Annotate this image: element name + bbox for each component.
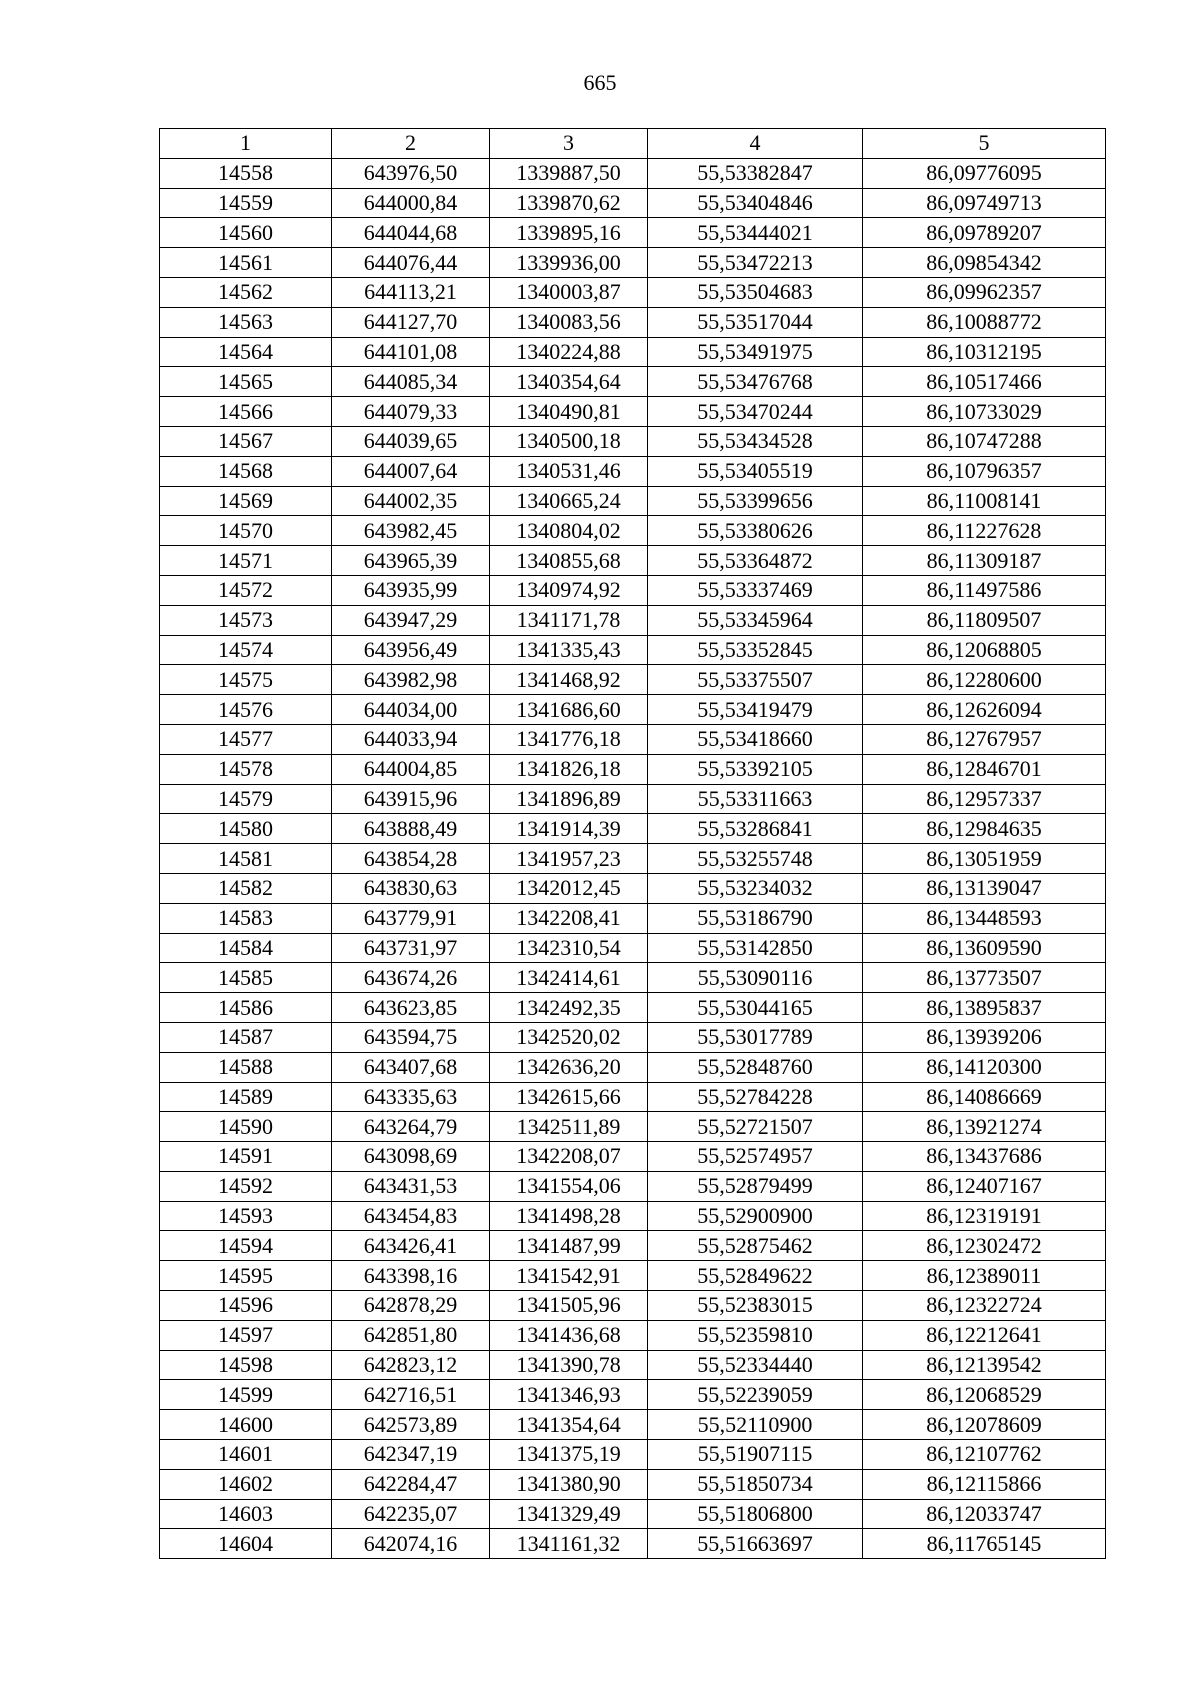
table-row [160, 1171, 1106, 1201]
table-cell: 86,11497586 [863, 575, 1106, 605]
table-row [160, 784, 1106, 814]
table-cell: 55,53517044 [648, 307, 863, 337]
table-cell: 86,12984635 [863, 814, 1106, 844]
table-cell: 643888,49 [332, 814, 490, 844]
table-cell: 86,14120300 [863, 1052, 1106, 1082]
table-cell: 14603 [160, 1499, 332, 1529]
table-cell: 1341686,60 [490, 695, 648, 725]
table-cell: 643731,97 [332, 933, 490, 963]
table-cell: 14571 [160, 546, 332, 576]
table-row [160, 456, 1106, 486]
table-cell: 1341354,64 [490, 1410, 648, 1440]
table-cell: 55,52334440 [648, 1350, 863, 1380]
table-cell: 86,12957337 [863, 784, 1106, 814]
table-cell: 1341896,89 [490, 784, 648, 814]
table-cell: 86,12280600 [863, 665, 1106, 695]
table-cell: 644033,94 [332, 724, 490, 754]
table-cell: 1341487,99 [490, 1231, 648, 1261]
table-cell: 1341776,18 [490, 724, 648, 754]
table-cell: 86,13895837 [863, 993, 1106, 1023]
table-cell: 643454,83 [332, 1201, 490, 1231]
table-cell: 1341826,18 [490, 754, 648, 784]
table-row [160, 337, 1106, 367]
table-cell: 55,53337469 [648, 575, 863, 605]
table-cell: 55,53311663 [648, 784, 863, 814]
table-cell: 14568 [160, 456, 332, 486]
table-cell: 55,52879499 [648, 1171, 863, 1201]
table-row [160, 1469, 1106, 1499]
table-cell: 1342636,20 [490, 1052, 648, 1082]
table-cell: 1342310,54 [490, 933, 648, 963]
table-cell: 55,52383015 [648, 1291, 863, 1321]
table-row [160, 963, 1106, 993]
table-cell: 55,53380626 [648, 516, 863, 546]
table-row [160, 367, 1106, 397]
table-row [160, 605, 1106, 635]
table-row [160, 1201, 1106, 1231]
table-cell: 86,09962357 [863, 277, 1106, 307]
table-cell: 86,10733029 [863, 397, 1106, 427]
table-cell: 14566 [160, 397, 332, 427]
table-cell: 1341171,78 [490, 605, 648, 635]
table-cell: 1342414,61 [490, 963, 648, 993]
table-row [160, 1052, 1106, 1082]
table-cell: 14587 [160, 1022, 332, 1052]
table-cell: 86,13773507 [863, 963, 1106, 993]
table-row [160, 1350, 1106, 1380]
table-cell: 86,12389011 [863, 1261, 1106, 1291]
table-cell: 86,10796357 [863, 456, 1106, 486]
table-cell: 644004,85 [332, 754, 490, 784]
table-cell: 86,10088772 [863, 307, 1106, 337]
table-cell: 86,12767957 [863, 724, 1106, 754]
table-cell: 14593 [160, 1201, 332, 1231]
table-cell: 86,12322724 [863, 1291, 1106, 1321]
table-cell: 1340804,02 [490, 516, 648, 546]
table-cell: 643830,63 [332, 873, 490, 903]
table-cell: 55,52900900 [648, 1201, 863, 1231]
table-cell: 1340224,88 [490, 337, 648, 367]
table-row [160, 426, 1106, 456]
table-cell: 1340500,18 [490, 426, 648, 456]
table-cell: 14577 [160, 724, 332, 754]
table-cell: 86,10312195 [863, 337, 1106, 367]
table-cell: 86,11309187 [863, 546, 1106, 576]
table-cell: 1341498,28 [490, 1201, 648, 1231]
table-cell: 644007,64 [332, 456, 490, 486]
table-cell: 1341375,19 [490, 1440, 648, 1470]
table-cell: 643915,96 [332, 784, 490, 814]
table-cell: 14563 [160, 307, 332, 337]
table-row [160, 903, 1106, 933]
table-cell: 14575 [160, 665, 332, 695]
table-cell: 55,51806800 [648, 1499, 863, 1529]
table-cell: 55,53504683 [648, 277, 863, 307]
table-cell: 14594 [160, 1231, 332, 1261]
table-cell: 14559 [160, 188, 332, 218]
table-cell: 642284,47 [332, 1469, 490, 1499]
table-cell: 55,53090116 [648, 963, 863, 993]
table-cell: 55,53491975 [648, 337, 863, 367]
page-number: 665 [583, 70, 617, 95]
table-cell: 14600 [160, 1410, 332, 1440]
table-cell: 14604 [160, 1529, 332, 1559]
table-row [160, 873, 1106, 903]
table-row [160, 724, 1106, 754]
table-row [160, 1022, 1106, 1052]
table-cell: 55,53434528 [648, 426, 863, 456]
table-cell: 1341914,39 [490, 814, 648, 844]
table-cell: 1340665,24 [490, 486, 648, 516]
column-header-1: 1 [160, 129, 332, 159]
table-cell: 1339895,16 [490, 218, 648, 248]
table-cell: 14565 [160, 367, 332, 397]
table-row [160, 844, 1106, 874]
table-cell: 86,12033747 [863, 1499, 1106, 1529]
table-cell: 14589 [160, 1082, 332, 1112]
table-cell: 1341505,96 [490, 1291, 648, 1321]
table-cell: 643335,63 [332, 1082, 490, 1112]
table-cell: 1340490,81 [490, 397, 648, 427]
table-cell: 14569 [160, 486, 332, 516]
table-cell: 642573,89 [332, 1410, 490, 1440]
table-row [160, 516, 1106, 546]
table-cell: 14576 [160, 695, 332, 725]
table-cell: 55,53345964 [648, 605, 863, 635]
table-row [160, 1261, 1106, 1291]
table-cell: 1341329,49 [490, 1499, 648, 1529]
table-cell: 1340083,56 [490, 307, 648, 337]
table-cell: 1340354,64 [490, 367, 648, 397]
table-row [160, 188, 1106, 218]
table-cell: 14570 [160, 516, 332, 546]
table-cell: 55,53382847 [648, 158, 863, 188]
table-cell: 1341346,93 [490, 1380, 648, 1410]
table-cell: 14602 [160, 1469, 332, 1499]
table-cell: 642823,12 [332, 1350, 490, 1380]
table-cell: 55,52574957 [648, 1142, 863, 1172]
table-cell: 643431,53 [332, 1171, 490, 1201]
table-row [160, 1440, 1106, 1470]
table-cell: 86,09789207 [863, 218, 1106, 248]
table-row [160, 635, 1106, 665]
table-row [160, 248, 1106, 278]
table-row [160, 397, 1106, 427]
table-cell: 644002,35 [332, 486, 490, 516]
table-row [160, 1320, 1106, 1350]
table-cell: 1342520,02 [490, 1022, 648, 1052]
table-cell: 86,13139047 [863, 873, 1106, 903]
column-header-5: 5 [863, 129, 1106, 159]
table-cell: 86,11227628 [863, 516, 1106, 546]
table-row [160, 1380, 1106, 1410]
table-cell: 55,53392105 [648, 754, 863, 784]
table-cell: 86,13921274 [863, 1112, 1106, 1142]
table-cell: 55,53375507 [648, 665, 863, 695]
table-cell: 55,53476768 [648, 367, 863, 397]
table-row [160, 1142, 1106, 1172]
table-cell: 55,53286841 [648, 814, 863, 844]
table-cell: 1341957,23 [490, 844, 648, 874]
table-cell: 643674,26 [332, 963, 490, 993]
table-cell: 1341161,32 [490, 1529, 648, 1559]
table-cell: 86,10517466 [863, 367, 1106, 397]
table-cell: 86,09749713 [863, 188, 1106, 218]
table-cell: 14578 [160, 754, 332, 784]
table-cell: 643854,28 [332, 844, 490, 874]
table-cell: 55,53044165 [648, 993, 863, 1023]
table-cell: 642235,07 [332, 1499, 490, 1529]
table-cell: 86,13448593 [863, 903, 1106, 933]
table-cell: 86,12078609 [863, 1410, 1106, 1440]
table-cell: 14558 [160, 158, 332, 188]
table-cell: 86,12115866 [863, 1469, 1106, 1499]
table-cell: 55,53399656 [648, 486, 863, 516]
table-cell: 1340974,92 [490, 575, 648, 605]
header-row [160, 129, 1106, 159]
table-row [160, 754, 1106, 784]
table-cell: 1342012,45 [490, 873, 648, 903]
table-cell: 1341335,43 [490, 635, 648, 665]
table-cell: 55,52784228 [648, 1082, 863, 1112]
table-cell: 55,52239059 [648, 1380, 863, 1410]
table-cell: 86,12068529 [863, 1380, 1106, 1410]
table-cell: 642074,16 [332, 1529, 490, 1559]
column-header-2: 2 [332, 129, 490, 159]
table-cell: 55,51850734 [648, 1469, 863, 1499]
table-cell: 643976,50 [332, 158, 490, 188]
table-cell: 644076,44 [332, 248, 490, 278]
table-cell: 55,53404846 [648, 188, 863, 218]
table-cell: 1341468,92 [490, 665, 648, 695]
table-cell: 14567 [160, 426, 332, 456]
table-cell: 86,12139542 [863, 1350, 1106, 1380]
table-cell: 55,53142850 [648, 933, 863, 963]
table-cell: 86,12319191 [863, 1201, 1106, 1231]
table-cell: 55,52721507 [648, 1112, 863, 1142]
table-row [160, 1082, 1106, 1112]
table-cell: 642347,19 [332, 1440, 490, 1470]
table-body [160, 158, 1106, 1558]
table-cell: 55,52849622 [648, 1261, 863, 1291]
table-cell: 14572 [160, 575, 332, 605]
table-cell: 86,13609590 [863, 933, 1106, 963]
table-cell: 86,11809507 [863, 605, 1106, 635]
table-cell: 1339887,50 [490, 158, 648, 188]
table-row [160, 695, 1106, 725]
table-cell: 14601 [160, 1440, 332, 1470]
table-cell: 55,53186790 [648, 903, 863, 933]
table-cell: 55,53419479 [648, 695, 863, 725]
table-row [160, 486, 1106, 516]
table-cell: 643956,49 [332, 635, 490, 665]
table-row [160, 1112, 1106, 1142]
table-cell: 55,53472213 [648, 248, 863, 278]
table-cell: 642878,29 [332, 1291, 490, 1321]
table-cell: 14581 [160, 844, 332, 874]
table-cell: 642716,51 [332, 1380, 490, 1410]
table-cell: 14574 [160, 635, 332, 665]
table-cell: 1340855,68 [490, 546, 648, 576]
table-cell: 86,10747288 [863, 426, 1106, 456]
table-cell: 644039,65 [332, 426, 490, 456]
table-cell: 86,11765145 [863, 1529, 1106, 1559]
table-cell: 1342511,89 [490, 1112, 648, 1142]
table-row [160, 218, 1106, 248]
table-cell: 55,53418660 [648, 724, 863, 754]
table-cell: 86,14086669 [863, 1082, 1106, 1112]
table-cell: 14561 [160, 248, 332, 278]
table-cell: 1341390,78 [490, 1350, 648, 1380]
table-cell: 14595 [160, 1261, 332, 1291]
table-cell: 86,13939206 [863, 1022, 1106, 1052]
table-cell: 14584 [160, 933, 332, 963]
table-cell: 1340531,46 [490, 456, 648, 486]
table-row [160, 1529, 1106, 1559]
table-row [160, 1231, 1106, 1261]
table-cell: 86,13437686 [863, 1142, 1106, 1172]
table-cell: 14588 [160, 1052, 332, 1082]
table-cell: 14586 [160, 993, 332, 1023]
table-cell: 14562 [160, 277, 332, 307]
table-cell: 643779,91 [332, 903, 490, 933]
table-cell: 55,52848760 [648, 1052, 863, 1082]
table-row [160, 665, 1106, 695]
table-cell: 644034,00 [332, 695, 490, 725]
table-cell: 644044,68 [332, 218, 490, 248]
table-row [160, 575, 1106, 605]
table-cell: 55,53255748 [648, 844, 863, 874]
table-row [160, 1410, 1106, 1440]
table-cell: 643398,16 [332, 1261, 490, 1291]
table-cell: 86,11008141 [863, 486, 1106, 516]
table-cell: 14591 [160, 1142, 332, 1172]
table-cell: 1339870,62 [490, 188, 648, 218]
table-cell: 14583 [160, 903, 332, 933]
table-cell: 55,53352845 [648, 635, 863, 665]
table-row [160, 546, 1106, 576]
table-cell: 643098,69 [332, 1142, 490, 1172]
table-cell: 644101,08 [332, 337, 490, 367]
column-header-3: 3 [490, 129, 648, 159]
table-cell: 14598 [160, 1350, 332, 1380]
table-cell: 86,09776095 [863, 158, 1106, 188]
table-cell: 86,12846701 [863, 754, 1106, 784]
table-cell: 14599 [160, 1380, 332, 1410]
table-cell: 55,52110900 [648, 1410, 863, 1440]
table-cell: 55,51907115 [648, 1440, 863, 1470]
table-cell: 643982,98 [332, 665, 490, 695]
table-cell: 642851,80 [332, 1320, 490, 1350]
table-row [160, 307, 1106, 337]
table-cell: 55,53405519 [648, 456, 863, 486]
table-cell: 86,12212641 [863, 1320, 1106, 1350]
coordinates-table [159, 128, 1106, 1559]
table-cell: 55,51663697 [648, 1529, 863, 1559]
table-cell: 1342492,35 [490, 993, 648, 1023]
table-cell: 14564 [160, 337, 332, 367]
table-cell: 14579 [160, 784, 332, 814]
table-cell: 86,12107762 [863, 1440, 1106, 1470]
table-cell: 14573 [160, 605, 332, 635]
table-row [160, 993, 1106, 1023]
table-cell: 14585 [160, 963, 332, 993]
table-row [160, 1291, 1106, 1321]
table-row [160, 277, 1106, 307]
table-cell: 86,12407167 [863, 1171, 1106, 1201]
table-cell: 644079,33 [332, 397, 490, 427]
table-cell: 643594,75 [332, 1022, 490, 1052]
table-cell: 1342208,41 [490, 903, 648, 933]
table-cell: 14590 [160, 1112, 332, 1142]
table-cell: 1341554,06 [490, 1171, 648, 1201]
table-cell: 1342615,66 [490, 1082, 648, 1112]
table-cell: 55,53234032 [648, 873, 863, 903]
table-cell: 55,53444021 [648, 218, 863, 248]
table-cell: 86,12626094 [863, 695, 1106, 725]
table-cell: 644127,70 [332, 307, 490, 337]
table-cell: 14560 [160, 218, 332, 248]
table-cell: 14580 [160, 814, 332, 844]
table-cell: 644085,34 [332, 367, 490, 397]
table-cell: 14597 [160, 1320, 332, 1350]
table-cell: 643947,29 [332, 605, 490, 635]
table-cell: 644113,21 [332, 277, 490, 307]
table-cell: 1340003,87 [490, 277, 648, 307]
table-cell: 643965,39 [332, 546, 490, 576]
table-row [160, 1499, 1106, 1529]
table-cell: 643623,85 [332, 993, 490, 1023]
table-cell: 86,13051959 [863, 844, 1106, 874]
table-cell: 55,52875462 [648, 1231, 863, 1261]
table-cell: 1339936,00 [490, 248, 648, 278]
table-cell: 643264,79 [332, 1112, 490, 1142]
table-cell: 643407,68 [332, 1052, 490, 1082]
table-cell: 55,53017789 [648, 1022, 863, 1052]
table-cell: 643935,99 [332, 575, 490, 605]
table-cell: 1341542,91 [490, 1261, 648, 1291]
table-cell: 1341380,90 [490, 1469, 648, 1499]
table-cell: 644000,84 [332, 188, 490, 218]
table-cell: 14596 [160, 1291, 332, 1321]
table-cell: 86,12068805 [863, 635, 1106, 665]
table-cell: 86,09854342 [863, 248, 1106, 278]
table-header [160, 129, 1106, 159]
table-cell: 55,53470244 [648, 397, 863, 427]
table-cell: 1341436,68 [490, 1320, 648, 1350]
table-row [160, 933, 1106, 963]
table-cell: 14582 [160, 873, 332, 903]
table-cell: 1342208,07 [490, 1142, 648, 1172]
column-header-4: 4 [648, 129, 863, 159]
table-row [160, 158, 1106, 188]
table-row [160, 814, 1106, 844]
table-cell: 14592 [160, 1171, 332, 1201]
table-cell: 55,53364872 [648, 546, 863, 576]
table-cell: 55,52359810 [648, 1320, 863, 1350]
table-cell: 643426,41 [332, 1231, 490, 1261]
table-cell: 643982,45 [332, 516, 490, 546]
table-cell: 86,12302472 [863, 1231, 1106, 1261]
